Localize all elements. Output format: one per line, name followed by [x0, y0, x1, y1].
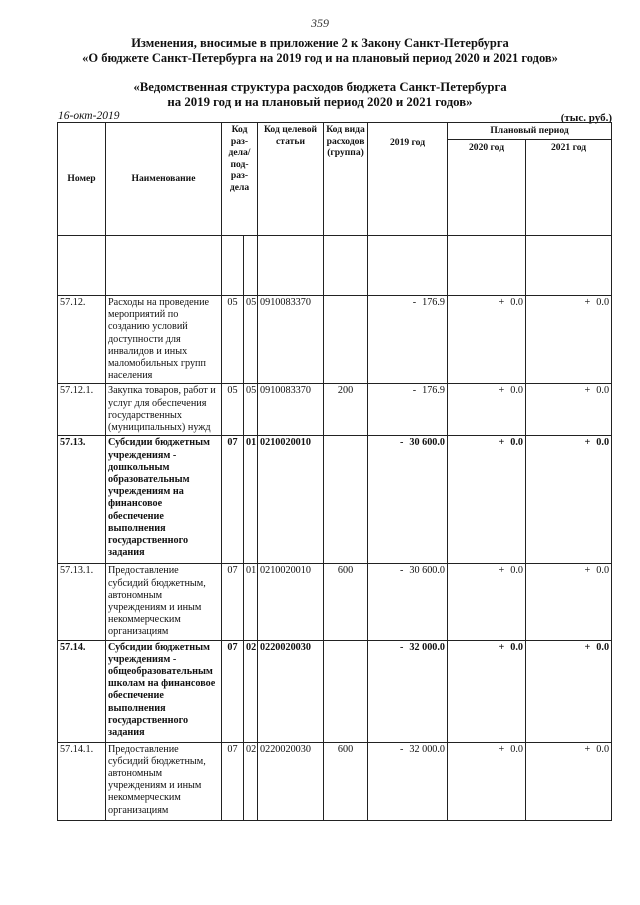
sign-2021: +: [584, 743, 591, 755]
row-number: 57.14.1.: [58, 742, 106, 820]
row-expense-type: [324, 640, 368, 742]
row-razdel: 05: [222, 296, 244, 384]
row-expense-type: 200: [324, 384, 368, 436]
value-2020: 0.0: [510, 565, 524, 577]
value-2021: 0.0: [596, 297, 610, 308]
header-name: Наименование: [106, 123, 222, 236]
row-name: Субсидии бюджетным учреждениям - дошкольным образовательным учреждениям на финансовое обеспечение выполнения государственного задания: [106, 436, 222, 564]
row-amount-2020: [448, 640, 526, 742]
sign-2020: +: [498, 297, 505, 308]
row-razdel: 07: [222, 742, 244, 820]
value-2020: 0.0: [510, 437, 524, 449]
value-2021: 0.0: [596, 385, 610, 397]
sign-2021: +: [584, 565, 591, 577]
row-amount-2020: [448, 564, 526, 640]
row-amount-2019: [368, 436, 448, 564]
header-year-2020: 2020 год: [448, 140, 526, 236]
sign-2019: -: [412, 385, 417, 397]
sign-2021: +: [584, 641, 591, 653]
sign-2019: -: [399, 743, 404, 755]
row-number: 57.12.: [58, 296, 106, 384]
row-amount-2020: [448, 742, 526, 820]
value-2019: 30 600.0: [409, 437, 446, 449]
row-expense-type: 600: [324, 742, 368, 820]
row-amount-2021: [526, 640, 612, 742]
row-podrazdel: 01: [244, 436, 258, 564]
table-row: [58, 296, 612, 384]
table-row: [58, 742, 612, 820]
row-amount-2020: [448, 436, 526, 564]
row-target-code: 0210020010: [258, 564, 324, 640]
row-name: Предоставление субсидий бюджетным, автономным учреждениям и иным некоммерческим организациям: [106, 564, 222, 640]
row-amount-2019: [368, 742, 448, 820]
row-target-code: 0910083370: [258, 384, 324, 436]
header-spacer-row: [58, 236, 612, 296]
row-podrazdel: 02: [244, 640, 258, 742]
row-razdel: 05: [222, 384, 244, 436]
table-row: [58, 564, 612, 640]
table-row: [58, 640, 612, 742]
row-target-code: 0220020030: [258, 640, 324, 742]
sign-2021: +: [584, 385, 591, 397]
sign-2021: +: [584, 437, 591, 449]
sign-2019: -: [399, 437, 404, 449]
value-2020: 0.0: [510, 385, 524, 397]
value-2019: 32 000.0: [409, 641, 446, 653]
sign-2020: +: [498, 437, 505, 449]
sign-2019: -: [399, 565, 404, 577]
row-number: 57.14.: [58, 640, 106, 742]
row-amount-2019: [368, 384, 448, 436]
value-2021: 0.0: [596, 743, 610, 755]
row-amount-2021: [526, 436, 612, 564]
page-number: 359: [311, 16, 329, 30]
row-amount-2019: [368, 296, 448, 384]
row-target-code: 0220020030: [258, 742, 324, 820]
sign-2020: +: [498, 565, 505, 577]
sign-2020: +: [498, 743, 505, 755]
value-2019: 176.9: [422, 385, 446, 397]
document-title-line-1: Изменения, вносимые в приложение 2 к Закону Санкт-Петербурга: [131, 36, 509, 50]
row-target-code: 0910083370: [258, 296, 324, 384]
row-razdel: 07: [222, 640, 244, 742]
row-expense-type: 600: [324, 564, 368, 640]
row-podrazdel: 02: [244, 742, 258, 820]
table-body: [58, 296, 612, 821]
units-label: (тыс. руб.): [560, 112, 612, 124]
row-number: 57.12.1.: [58, 384, 106, 436]
sign-2019: -: [399, 641, 404, 653]
header-section-code: Код раз-дела/ под-раз-дела: [222, 123, 258, 236]
row-razdel: 07: [222, 564, 244, 640]
value-2019: 176.9: [422, 297, 446, 308]
value-2021: 0.0: [596, 437, 610, 449]
row-amount-2019: [368, 564, 448, 640]
value-2020: 0.0: [510, 641, 524, 653]
sign-2021: +: [584, 297, 591, 308]
row-amount-2020: [448, 296, 526, 384]
budget-table: [57, 122, 612, 821]
header-year-2019: 2019 год: [368, 123, 448, 236]
value-2021: 0.0: [596, 641, 610, 653]
row-number: 57.13.1.: [58, 564, 106, 640]
row-razdel: 07: [222, 436, 244, 564]
table-row: [58, 384, 612, 436]
row-podrazdel: 05: [244, 296, 258, 384]
sign-2019: -: [412, 297, 417, 308]
document-date: 16-окт-2019: [58, 110, 120, 122]
header-target-code: Код целевой статьи: [258, 123, 324, 236]
value-2020: 0.0: [510, 743, 524, 755]
row-amount-2021: [526, 564, 612, 640]
row-podrazdel: 05: [244, 384, 258, 436]
row-expense-type: [324, 296, 368, 384]
header-number: Номер: [58, 123, 106, 236]
value-2019: 32 000.0: [409, 743, 446, 755]
table-row: [58, 436, 612, 564]
row-amount-2020: [448, 384, 526, 436]
row-amount-2021: [526, 384, 612, 436]
header-year-2021: 2021 год: [526, 140, 612, 236]
row-name: Расходы на проведение мероприятий по созданию условий доступности для инвалидов и иных маломобильных групп населения: [106, 296, 222, 384]
row-number: 57.13.: [58, 436, 106, 564]
document-subtitle: [0, 80, 640, 110]
value-2021: 0.0: [596, 565, 610, 577]
document-title: [0, 36, 640, 66]
row-amount-2021: [526, 742, 612, 820]
value-2019: 30 600.0: [409, 565, 446, 577]
header-expense-type: Код вида расходов (группа): [324, 123, 368, 236]
row-name: Субсидии бюджетным учреждениям - общеобразовательным школам на финансовое обеспечение выполнения государственного задания: [106, 640, 222, 742]
row-expense-type: [324, 436, 368, 564]
row-amount-2021: [526, 296, 612, 384]
row-podrazdel: 01: [244, 564, 258, 640]
row-amount-2019: [368, 640, 448, 742]
header-plan-period: Плановый период: [448, 123, 612, 140]
row-target-code: 0210020010: [258, 436, 324, 564]
sign-2020: +: [498, 385, 505, 397]
document-subtitle-line-2: на 2019 год и на плановый период 2020 и 2021 годов»: [167, 95, 473, 109]
row-name: Предоставление субсидий бюджетным, автономным учреждениям и иным некоммерческим организациям: [106, 742, 222, 820]
sign-2020: +: [498, 641, 505, 653]
value-2020: 0.0: [510, 297, 524, 308]
row-name: Закупка товаров, работ и услуг для обеспечения государственных (муниципальных) нужд: [106, 384, 222, 436]
table-header: [58, 123, 612, 296]
document-subtitle-line-1: «Ведомственная структура расходов бюджета Санкт-Петербурга: [133, 80, 507, 94]
document-title-line-2: «О бюджете Санкт-Петербурга на 2019 год и на плановый период 2020 и 2021 годов»: [82, 51, 558, 65]
